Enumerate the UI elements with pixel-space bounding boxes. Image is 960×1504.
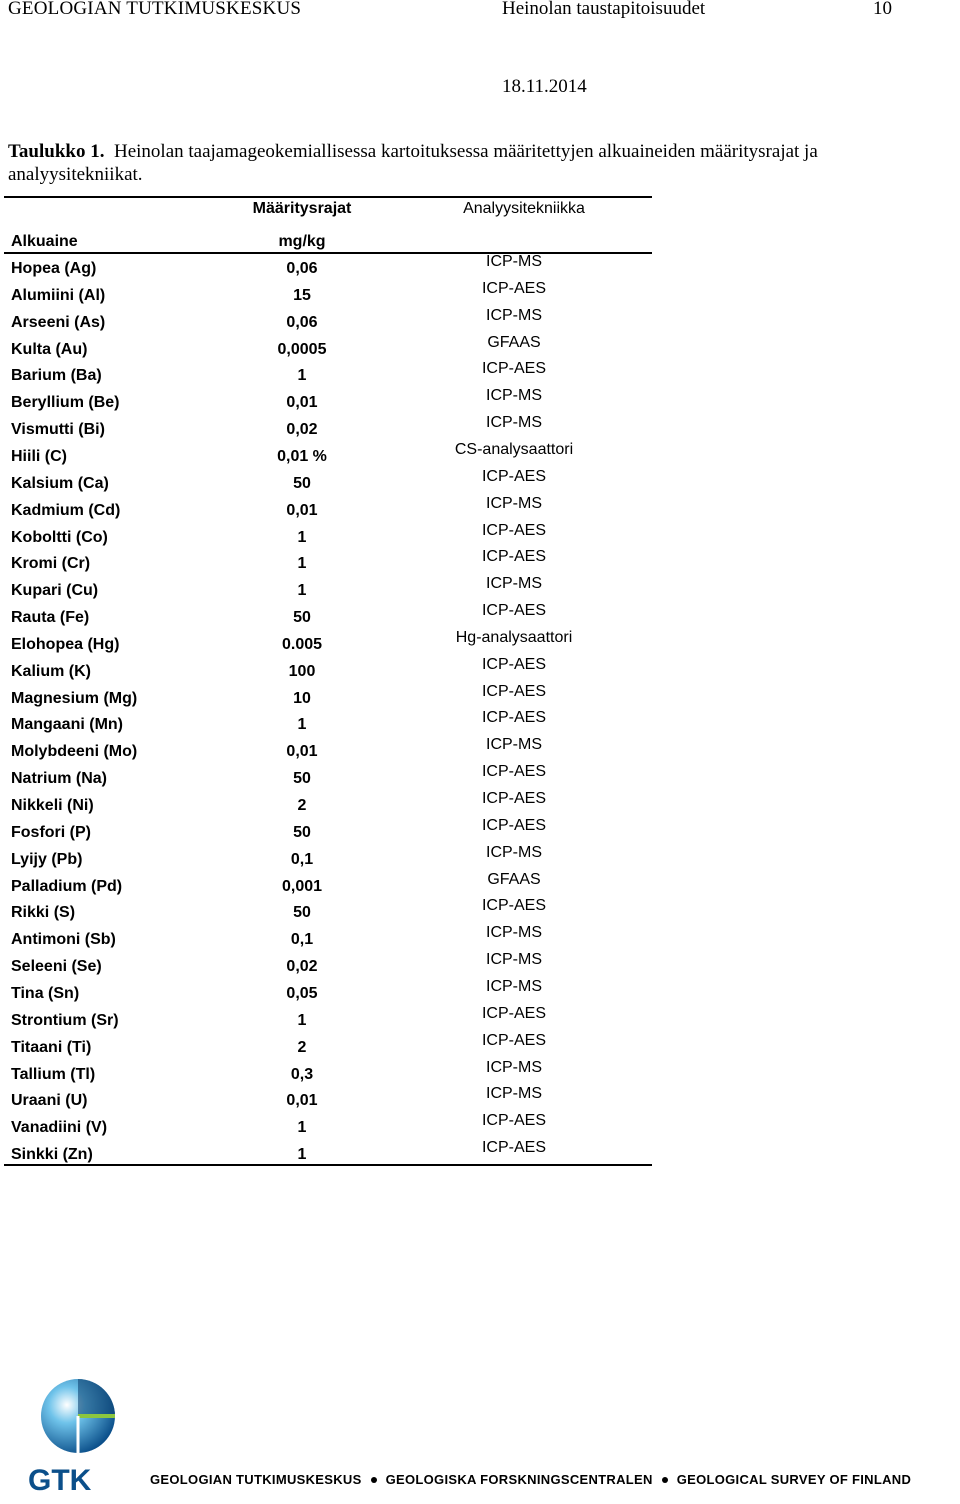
cell-detection-limit: 0,1	[290, 850, 314, 868]
header-date: 18.11.2014	[502, 76, 587, 97]
cell-technique: ICP-MS	[486, 306, 542, 324]
cell-technique: ICP-AES	[481, 1112, 546, 1130]
cell-detection-limit: 0,01	[286, 394, 318, 412]
cell-detection-limit: 0,01	[286, 743, 318, 761]
cell-technique: ICP-MS	[486, 951, 542, 969]
column-header-technique: Analyysitekniikka	[463, 200, 585, 217]
cell-element: Alumiini (Al)	[11, 286, 106, 304]
cell-detection-limit: 0,02	[286, 421, 318, 439]
cell-element: Vismutti (Bi)	[11, 421, 105, 439]
cell-technique: ICP-MS	[486, 253, 542, 270]
footer-name-en: GEOLOGICAL SURVEY OF FINLAND	[676, 1472, 912, 1487]
cell-element: Lyijy (Pb)	[11, 850, 83, 868]
cell-detection-limit: 0,05	[286, 984, 318, 1002]
cell-detection-limit: 0,01	[286, 1092, 318, 1110]
cell-detection-limit: 0,1	[290, 931, 314, 949]
cell-detection-limit: 50	[293, 823, 311, 841]
cell-detection-limit: 1	[297, 582, 307, 600]
cell-technique: ICP-AES	[481, 682, 546, 700]
logo-text: GTK	[28, 1464, 92, 1496]
cell-technique: ICP-AES	[481, 1031, 546, 1049]
footer-institution-names	[150, 1472, 911, 1487]
cell-detection-limit: 0,3	[290, 1065, 314, 1083]
cell-technique: ICP-AES	[481, 279, 546, 297]
globe-segment-icon	[78, 1379, 115, 1416]
cell-technique: ICP-MS	[486, 387, 542, 405]
cell-detection-limit: 1	[297, 1011, 307, 1029]
cell-technique: ICP-AES	[481, 816, 546, 834]
cell-detection-limit: 50	[293, 609, 311, 627]
cell-element: Hiili (C)	[11, 447, 67, 465]
cell-detection-limit: 50	[293, 904, 311, 922]
cell-element: Uraani (U)	[11, 1092, 88, 1110]
cell-detection-limit: 1	[297, 528, 307, 546]
cell-technique: ICP-MS	[486, 843, 542, 861]
cell-detection-limit: 0,06	[286, 313, 318, 331]
table-top-rule	[4, 196, 652, 198]
footer-name-fi: GEOLOGIAN TUTKIMUSKESKUS	[150, 1472, 362, 1487]
cell-element: Nikkeli (Ni)	[11, 797, 94, 814]
cell-element: Mangaani (Mn)	[11, 716, 123, 734]
cell-technique: Hg-analysaattori	[455, 628, 573, 646]
cell-technique: ICP-AES	[481, 790, 546, 807]
cell-technique: ICP-MS	[486, 736, 542, 754]
cell-detection-limit: 15	[293, 286, 311, 304]
cell-technique: ICP-MS	[486, 1058, 542, 1076]
cell-detection-limit: 1	[297, 555, 307, 573]
cell-technique: ICP-MS	[486, 1085, 542, 1103]
cell-element: Natrium (Na)	[11, 770, 108, 788]
cell-detection-limit: 2	[297, 797, 307, 814]
cell-element: Strontium (Sr)	[11, 1011, 119, 1029]
column-header-limits: Määritysrajat	[252, 200, 352, 217]
cell-element: Kupari (Cu)	[11, 582, 99, 600]
header-organization: GEOLOGIAN TUTKIMUSKESKUS	[8, 0, 302, 19]
cell-detection-limit: 0,01	[286, 501, 318, 519]
gtk-logo	[24, 1376, 144, 1496]
cell-element: Kalsium (Ca)	[11, 474, 109, 492]
cell-detection-limit: 100	[288, 662, 316, 680]
cell-element: Palladium (Pd)	[11, 877, 123, 895]
cell-technique: ICP-AES	[481, 763, 546, 781]
cell-detection-limit: 0,02	[286, 958, 318, 976]
cell-technique: ICP-AES	[481, 548, 546, 566]
cell-detection-limit: 1	[297, 367, 307, 385]
footer-name-sv: GEOLOGISKA FORSKNINGSCENTRALEN	[385, 1472, 653, 1487]
cell-element: Rikki (S)	[11, 904, 76, 922]
column-header-element: Alkuaine	[11, 233, 78, 250]
cell-element: Kadmium (Cd)	[11, 501, 121, 519]
cell-detection-limit: 0,0005	[277, 340, 327, 358]
cell-element: Rauta (Fe)	[11, 609, 90, 627]
header-document-title: Heinolan taustapitoisuudet	[502, 0, 706, 19]
table-row	[4, 1139, 652, 1173]
cell-element: Elohopea (Hg)	[11, 635, 120, 653]
cell-detection-limit: 50	[293, 770, 311, 788]
cell-technique: ICP-AES	[481, 360, 546, 378]
cell-element: Fosfori (P)	[11, 823, 91, 841]
cell-technique: ICP-MS	[486, 575, 542, 593]
cell-detection-limit: 50	[293, 474, 311, 492]
cell-element: Seleeni (Se)	[11, 958, 102, 976]
cell-technique: ICP-MS	[486, 924, 542, 942]
cell-element: Magnesium (Mg)	[11, 689, 138, 707]
cell-detection-limit: 0,001	[281, 877, 323, 895]
cell-detection-limit: 0.005	[281, 635, 323, 653]
cell-detection-limit: 1	[297, 716, 307, 734]
cell-technique: ICP-AES	[481, 1139, 546, 1157]
cell-technique: ICP-MS	[486, 977, 542, 995]
table-bottom-rule	[4, 1164, 652, 1166]
cell-detection-limit: 1	[297, 1119, 307, 1137]
cell-detection-limit: 0,06	[286, 260, 318, 277]
cell-technique: GFAAS	[487, 333, 541, 351]
cell-element: Antimoni (Sb)	[11, 931, 116, 949]
cell-technique: ICP-AES	[481, 655, 546, 673]
cell-element: Kalium (K)	[11, 662, 91, 680]
cell-element: Sinkki (Zn)	[11, 1146, 93, 1164]
cell-element: Molybdeeni (Mo)	[11, 743, 138, 761]
cell-detection-limit: 0,01 %	[277, 447, 327, 465]
cell-technique: GFAAS	[487, 870, 541, 888]
cell-element: Koboltti (Co)	[11, 528, 108, 546]
column-header-unit: mg/kg	[278, 233, 326, 250]
cell-technique: ICP-MS	[486, 414, 542, 432]
cell-technique: CS-analysaattori	[454, 440, 574, 458]
cell-element: Tina (Sn)	[11, 984, 80, 1002]
table-caption	[8, 140, 953, 186]
header-page-number: 10	[873, 0, 892, 19]
cell-technique: ICP-MS	[486, 494, 542, 512]
cell-element: Kromi (Cr)	[11, 555, 91, 573]
detection-limits-table	[4, 196, 652, 1166]
cell-element: Beryllium (Be)	[11, 394, 120, 412]
cell-technique: ICP-AES	[481, 602, 546, 620]
cell-element: Titaani (Ti)	[11, 1038, 92, 1056]
cell-detection-limit: 2	[297, 1038, 307, 1056]
cell-technique: ICP-AES	[481, 521, 546, 539]
cell-element: Arseeni (As)	[11, 313, 106, 331]
cell-element: Vanadiini (V)	[11, 1119, 108, 1137]
cell-element: Hopea (Ag)	[11, 260, 97, 277]
cell-technique: ICP-AES	[481, 1004, 546, 1022]
cell-element: Kulta (Au)	[11, 340, 88, 358]
cell-element: Tallium (Tl)	[11, 1065, 96, 1083]
footer-separator-dot	[662, 1477, 668, 1483]
caption-label: Taulukko 1.	[8, 141, 105, 162]
cell-detection-limit: 1	[297, 1146, 307, 1164]
caption-text: Heinolan taajamageokemiallisessa kartoituksessa määritettyjen alkuaineiden määritysrajat ja analyysitekniikat.	[8, 141, 818, 185]
cell-technique: ICP-AES	[481, 467, 546, 485]
cell-element: Barium (Ba)	[11, 367, 102, 385]
cell-technique: ICP-AES	[481, 709, 546, 727]
footer-separator-dot	[371, 1477, 377, 1483]
cell-technique: ICP-AES	[481, 897, 546, 915]
cell-detection-limit: 10	[293, 689, 311, 707]
